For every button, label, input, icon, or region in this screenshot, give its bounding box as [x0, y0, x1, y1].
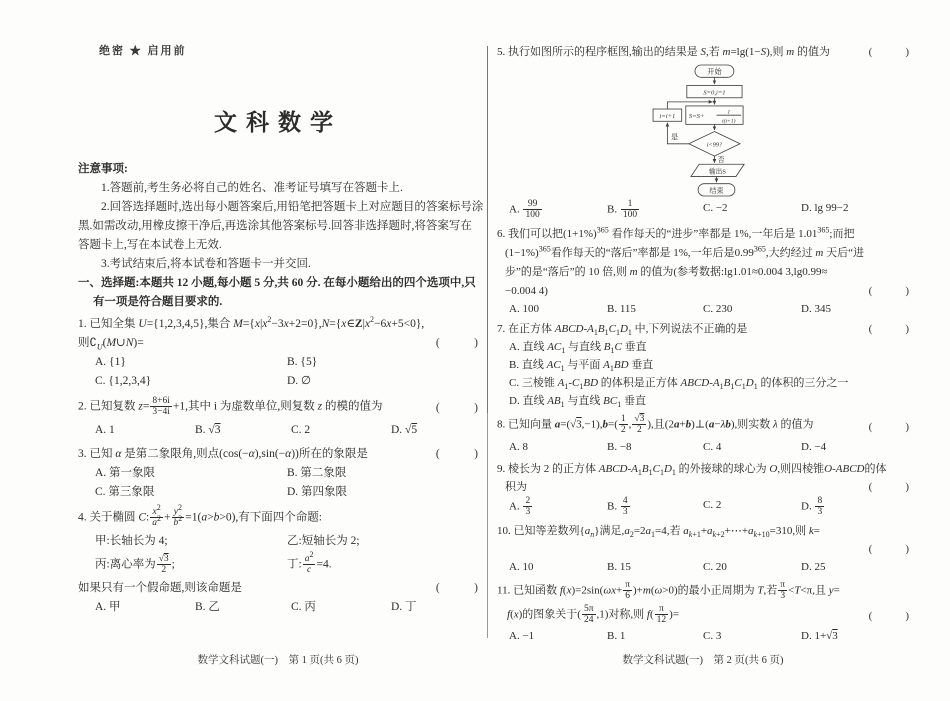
flow-no-label: 否	[717, 156, 725, 165]
option-a: A. {1}	[95, 356, 126, 368]
question-11	[497, 580, 909, 646]
option-b: B. 乙	[195, 600, 220, 613]
question-8	[497, 414, 909, 456]
option-d: D. 第四象限	[287, 485, 348, 498]
option-c: C. −2	[703, 202, 728, 214]
option-b: B. √3	[195, 423, 221, 436]
option-b: B. $\frac{4}{3}$	[607, 495, 628, 518]
question-7-stem-text: 7. 在正方体 ABCD-$A_1B_1C_1D_1$ 中,下列说法不正确的是	[497, 322, 748, 338]
answer-paren: ( )	[868, 610, 909, 623]
notice-item-3: 3.考试结束后,将本试卷和答题卡一并交回.	[101, 258, 311, 270]
question-8-options	[497, 438, 909, 456]
option-d: D. −4	[801, 440, 827, 453]
option-a: A. $\frac{99}{100}$	[509, 199, 540, 221]
option-d: D. $\frac{8}{3}$	[801, 495, 823, 518]
option-c: C. 2	[703, 498, 722, 511]
answer-paren: ( )	[435, 401, 478, 414]
option-c: C. 2	[291, 423, 311, 436]
question-7-option-c: C. 三棱锥 $A_1-C_1BD$ 的体积是正方体 ABCD-$A_1B_1C_1D_1$ 的体积的三分之一	[509, 376, 849, 392]
option-c: C. 丙	[291, 600, 316, 613]
section-heading-line2: 有一项是符合题目要求的.	[92, 296, 223, 308]
question-11-options	[497, 627, 909, 645]
question-4-stem: 4. 关于椭圆 C: $\frac{x^2}{a^2}$ + $\frac{y^2}{b^2}$ =1(a>b>0),有下面四个命题:	[78, 502, 322, 529]
notice-item-1: 1.答题前,考生务必将自己的姓名、准考证号填写在答题卡上.	[101, 182, 403, 194]
footer-page-1: 数学文科试题(一) 第 1 页(共 6 页)	[197, 655, 359, 666]
option-c: C. 4	[703, 440, 722, 453]
question-9-stem-line2-text: 积为	[505, 480, 527, 493]
option-d: D. 1+√3	[801, 630, 838, 643]
question-2-options	[78, 421, 478, 440]
question-6	[497, 225, 909, 318]
answer-paren: ( )	[435, 447, 478, 460]
question-4-options	[78, 598, 478, 617]
flow-sum-label: S=S+	[688, 113, 705, 121]
question-5	[497, 43, 909, 221]
question-2-stem	[78, 396, 478, 418]
option-d: D. ∅	[287, 375, 312, 387]
question-10	[497, 522, 909, 576]
option-a: A. 第一象限	[95, 466, 156, 479]
question-7	[497, 320, 909, 410]
question-1-stem: 1. 已知全集 U={1,2,3,4,5},集合 $M=\{x|x^2-3x+2=0\},N=\{x\in Z|x^2-6x+5<0\}$,	[78, 315, 425, 330]
proposition-bing: 丙:离心率为 $\frac{√3}{2}$ ;	[95, 553, 175, 576]
option-a: A. −1	[509, 630, 535, 643]
answer-paren: ( )	[435, 581, 478, 594]
right-column	[497, 40, 909, 645]
question-2-stem-text: 2. 已知复数 z= $\frac{8+6i}{3-4i}$ +1,其中 i 为虚数单位,则复数 z 的模的值为	[78, 396, 383, 418]
option-a: A. 100	[509, 302, 539, 315]
option-d: D. √5	[391, 423, 418, 436]
question-10-options	[497, 558, 909, 576]
question-11-stem-line2	[497, 604, 909, 626]
question-6-stem-line4-text: −0.004 4)	[505, 284, 548, 297]
option-d: D. 345	[801, 302, 831, 315]
answer-paren: ( )	[868, 542, 909, 555]
option-c: C. 3	[703, 630, 722, 643]
question-9-stem-line2	[497, 478, 909, 496]
answer-paren: ( )	[868, 284, 909, 297]
flow-output-label: 输出S	[709, 168, 726, 176]
answer-paren: ( )	[868, 46, 909, 58]
question-3-stem	[78, 445, 478, 464]
option-c: C. 20	[703, 560, 727, 573]
option-d: D. 丁	[391, 600, 417, 613]
option-b: B. {5}	[287, 356, 318, 368]
answer-paren: ( )	[868, 480, 909, 493]
option-c: C. 230	[703, 302, 733, 315]
question-3	[78, 445, 478, 502]
question-4	[78, 502, 478, 617]
question-1	[78, 315, 478, 391]
option-b: B. 15	[607, 560, 631, 573]
question-11-stem-line2-text: f(x)的图象关于( $\frac{5\pi}{24}$ ,1)对称,则 f( $\frac{\pi}{12}$ )=	[507, 603, 680, 625]
left-column	[78, 96, 484, 617]
question-7-option-a: A. 直线 $AC_1$ 与直线 $B_1C$ 垂直	[509, 340, 647, 356]
question-4-stem2	[78, 579, 478, 598]
question-6-stem-line1: 6. 我们可以把$(1+1\%)^{365}$ 看作每天的“进步”率都是 1%,一年后是 1.01$^{365}$;而把	[497, 225, 855, 240]
option-b: B. 115	[607, 302, 636, 315]
flow-start-label: 开始	[707, 68, 722, 77]
question-1-stem2-text: 则$∁_U(M\cup N)=$	[78, 337, 144, 352]
question-5-stem-text: 5. 执行如图所示的程序框图,输出的结果是 S,若 m=lg(1−S),则 m 的值为	[497, 46, 830, 58]
flow-yes-label: 是	[670, 133, 679, 142]
option-b: B. $\frac{1}{100}$	[607, 199, 638, 221]
question-4-propositions-row2	[78, 549, 478, 576]
flow-decision-label: i<99?	[706, 142, 722, 149]
question-4-stem2-text: 如果只有一个假命题,则该命题是	[78, 581, 242, 594]
flow-sum-denominator: i(i+1)	[722, 118, 736, 125]
question-6-stem-line4	[497, 282, 909, 300]
proposition-yi: 乙:短轴长为 2;	[287, 534, 360, 547]
notice-item-2-line1: 2.回答选择题时,选出每小题答案后,用铅笔把答题卡上对应题目的答案标号涂	[101, 201, 484, 213]
question-3-options	[78, 464, 478, 502]
question-8-stem	[497, 414, 909, 436]
question-9-stem-line1: 9. 棱长为 2 的正方体 ABCD-$A_1B_1C_1D_1$ 的外接球的球心为 O,则四棱锥O-ABCD的体	[497, 462, 887, 477]
question-9	[497, 460, 909, 518]
question-7-option-d: D. 直线 $AB_1$ 与直线 $BC_1$ 垂直	[509, 394, 646, 410]
question-9-options	[497, 496, 909, 518]
footer-page-2: 数学文科试题(一) 第 2 页(共 6 页)	[622, 655, 784, 666]
question-10-stem: 10. 已知等差数列$\{a_n\}$满足$,a_2=2a_1=4$,若 $a_{k+1}+a_{k+2}+\cdots+a_{k+10}=310$,则 k=	[497, 524, 820, 539]
question-5-options	[497, 199, 909, 221]
answer-paren: ( )	[868, 420, 909, 433]
option-a: A. 10	[509, 560, 534, 573]
question-1-options	[78, 353, 478, 391]
notice-heading: 注意事项:	[78, 163, 128, 175]
option-a: A. 1	[95, 423, 115, 436]
notice-item-2-line3: 答题卡上,写在本试卷上无效.	[78, 239, 222, 251]
question-1-stem2	[78, 334, 478, 353]
question-6-stem-line2: $(1-1\%)^{365}$看作每天的“落后”率都是 1%,一年后是0.99$^{365}$,大约经过 m 天后“进	[505, 244, 864, 259]
flow-loop-label: i=i+1	[659, 113, 676, 121]
question-6-stem-line3: 步”的是“落后”的 10 倍,则 m 的值为(参考数据:lg1.01≈0.004 3,lg0.99≈	[505, 265, 828, 278]
option-b: B. −8	[607, 440, 632, 453]
option-a: A. $\frac{2}{3}$	[509, 495, 531, 518]
answer-paren: ( )	[868, 322, 909, 335]
question-2	[78, 396, 478, 440]
question-8-stem-text: 8. 已知向量 a=(√3,−1),b=( $\frac{1}{2}$ , $\frac{√3}{2}$ ),且(2a+b)⊥(a−λb),则实数 λ 的值为	[497, 413, 814, 436]
section-heading-line1: 一、选择题:本题共 12 小题,每小题 5 分,共 60 分. 在每小题给出的四个选项中,只	[78, 277, 476, 289]
classification-label: 绝密 ★ 启用前	[99, 45, 187, 57]
question-7-option-b: B. 直线 $AC_1$ 与平面 $A_1BD$ 垂直	[509, 358, 654, 374]
column-divider	[487, 46, 488, 638]
flow-sum-numerator: 1	[727, 109, 731, 116]
option-c: C. 第三象限	[95, 485, 155, 498]
option-a: A. 甲	[95, 600, 121, 613]
proposition-ding: 丁: $\frac{a^2}{c}$ =4.	[287, 549, 332, 576]
answer-paren: ( )	[435, 337, 478, 349]
option-b: B. 第二象限	[287, 466, 347, 479]
flowchart-svg	[647, 64, 787, 197]
notice-item-2-line2: 黑.如需改动,用橡皮擦干净后,再选涂其他答案标号.回答非选择题时,将答案写在	[78, 220, 472, 232]
question-6-options	[497, 300, 909, 318]
flow-end-label: 结束	[709, 186, 724, 195]
flow-init-label: S=0,i=1	[703, 89, 726, 97]
question-7-stem	[497, 320, 909, 338]
flowchart	[647, 64, 909, 197]
question-5-stem	[497, 43, 909, 61]
option-a: A. 8	[509, 440, 528, 453]
option-d: D. lg 99−2	[801, 202, 849, 214]
question-10-paren-row	[497, 540, 909, 558]
option-c: C. {1,2,3,4}	[95, 375, 152, 387]
option-b: B. 1	[607, 630, 626, 643]
question-4-propositions-row1	[78, 532, 478, 551]
question-3-stem-text: 3. 已知 α 是第二象限角,则点(cos(−α),sin(−α))所在的象限是	[78, 447, 368, 460]
question-11-stem-line1: 11. 已知函数 f(x)=2sin(ωx+ $\frac{\pi}{6}$ )+m(ω>0)的最小正周期为 T,若 $\frac{\pi}{3}$ <T<π,且 y=	[497, 579, 840, 602]
page-title: 文科数学	[214, 110, 342, 135]
option-d: D. 25	[801, 560, 826, 573]
proposition-jia: 甲:长轴长为 4;	[95, 534, 168, 547]
